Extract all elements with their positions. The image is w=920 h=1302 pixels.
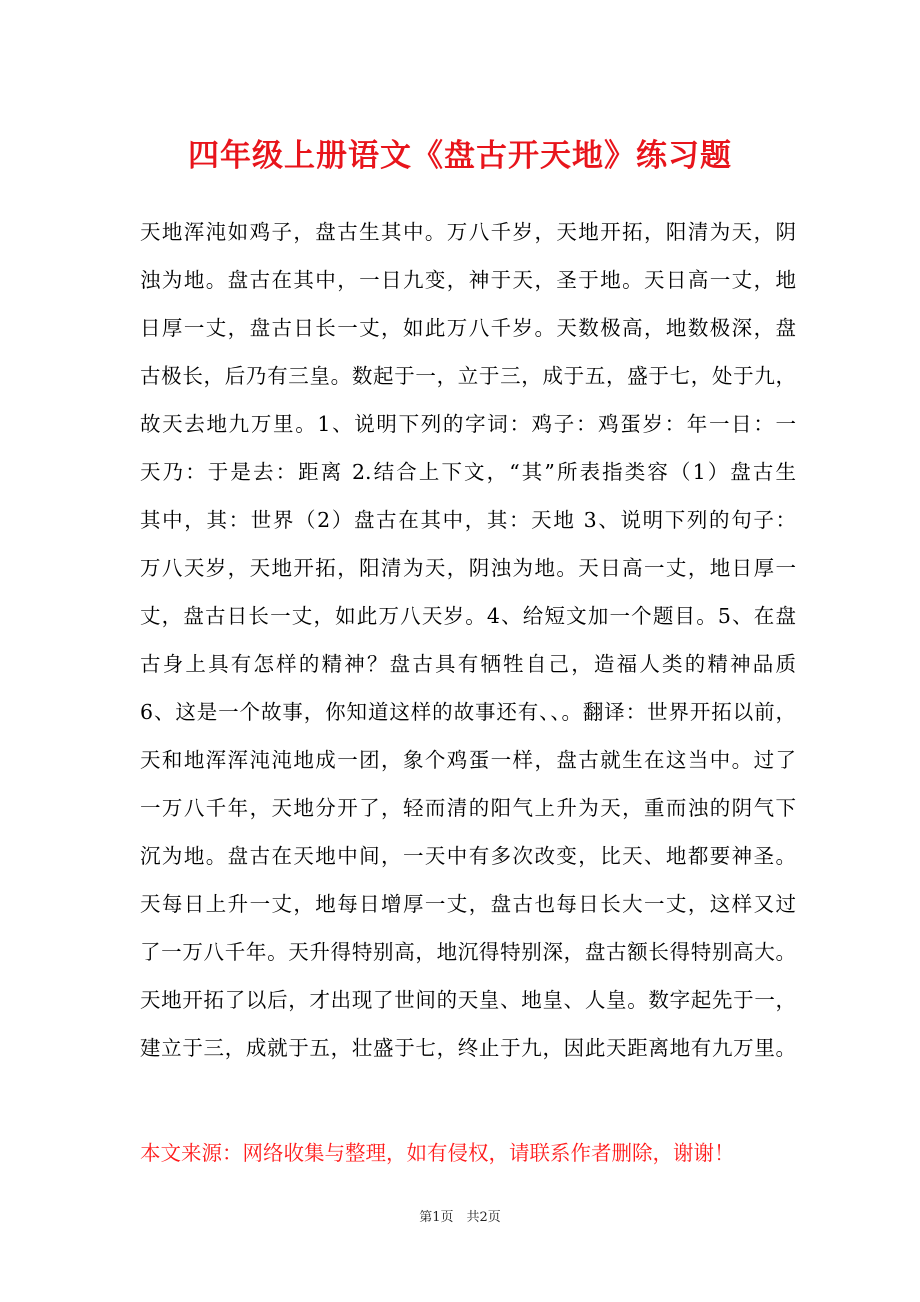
body-text-line: 天每日上升一丈，地每日增厚一丈，盘古也每日长大一丈，这样又过 xyxy=(140,892,796,916)
body-text-line: 天和地浑浑沌沌地成一团，象个鸡蛋一样，盘古就生在这当中。过了 xyxy=(140,748,796,772)
body-text-line: 一万八千年，天地分开了，轻而清的阳气上升为天，重而浊的阴气下 xyxy=(140,796,796,820)
body-text-line: 沉为地。盘古在天地中间，一天中有多次改变，比天、地都要神圣。 xyxy=(140,844,796,868)
page-indicator: 第1页 共2页 xyxy=(419,1210,501,1225)
document-body xyxy=(140,214,796,1078)
body-text-line: 丈，盘古日长一丈，如此万八天岁。4、给短文加一个题目。5、在盘 xyxy=(140,604,796,628)
body-text-line: 故天去地九万里。1、说明下列的字词：鸡子：鸡蛋岁：年一日：一 xyxy=(140,412,796,436)
body-text-line: 天乃：于是去：距离 2.结合上下文，“其”所表指类容（1）盘古生 xyxy=(140,460,796,484)
body-text-line: 6、这是一个故事，你知道这样的故事还有、、。翻译：世界开拓以前， xyxy=(140,700,796,724)
body-text-line: 浊为地。盘古在其中，一日九变，神于天，圣于地。天日高一丈，地 xyxy=(140,268,796,292)
body-text-line: 其中，其：世界（2）盘古在其中，其：天地 3、说明下列的句子： xyxy=(140,508,796,532)
body-text-line: 古身上具有怎样的精神？盘古具有牺牲自己，造福人类的精神品质 xyxy=(140,652,796,676)
body-text-line: 建立于三，成就于五，壮盛于七，终止于九，因此天距离地有九万里。 xyxy=(140,1036,796,1060)
body-text-line: 日厚一丈，盘古日长一丈，如此万八千岁。天数极高，地数极深，盘 xyxy=(140,316,796,340)
source-note: 本文来源：网络收集与整理，如有侵权，请联系作者删除，谢谢！ xyxy=(140,1141,735,1165)
document-title: 四年级上册语文《盘古开天地》练习题 xyxy=(188,138,732,174)
body-text-line: 天地开拓了以后，才出现了世间的天皇、地皇、人皇。数字起先于一， xyxy=(140,988,796,1012)
body-text-line: 古极长，后乃有三皇。数起于一，立于三，成于五，盛于七，处于九， xyxy=(140,364,796,388)
body-text-line: 天地浑沌如鸡子，盘古生其中。万八千岁，天地开拓，阳清为天，阴 xyxy=(140,220,796,244)
body-text-line: 了一万八千年。天升得特别高，地沉得特别深，盘古额长得特别高大。 xyxy=(140,940,796,964)
body-text-line: 万八天岁，天地开拓，阳清为天，阴浊为地。天日高一丈，地日厚一 xyxy=(140,556,796,580)
